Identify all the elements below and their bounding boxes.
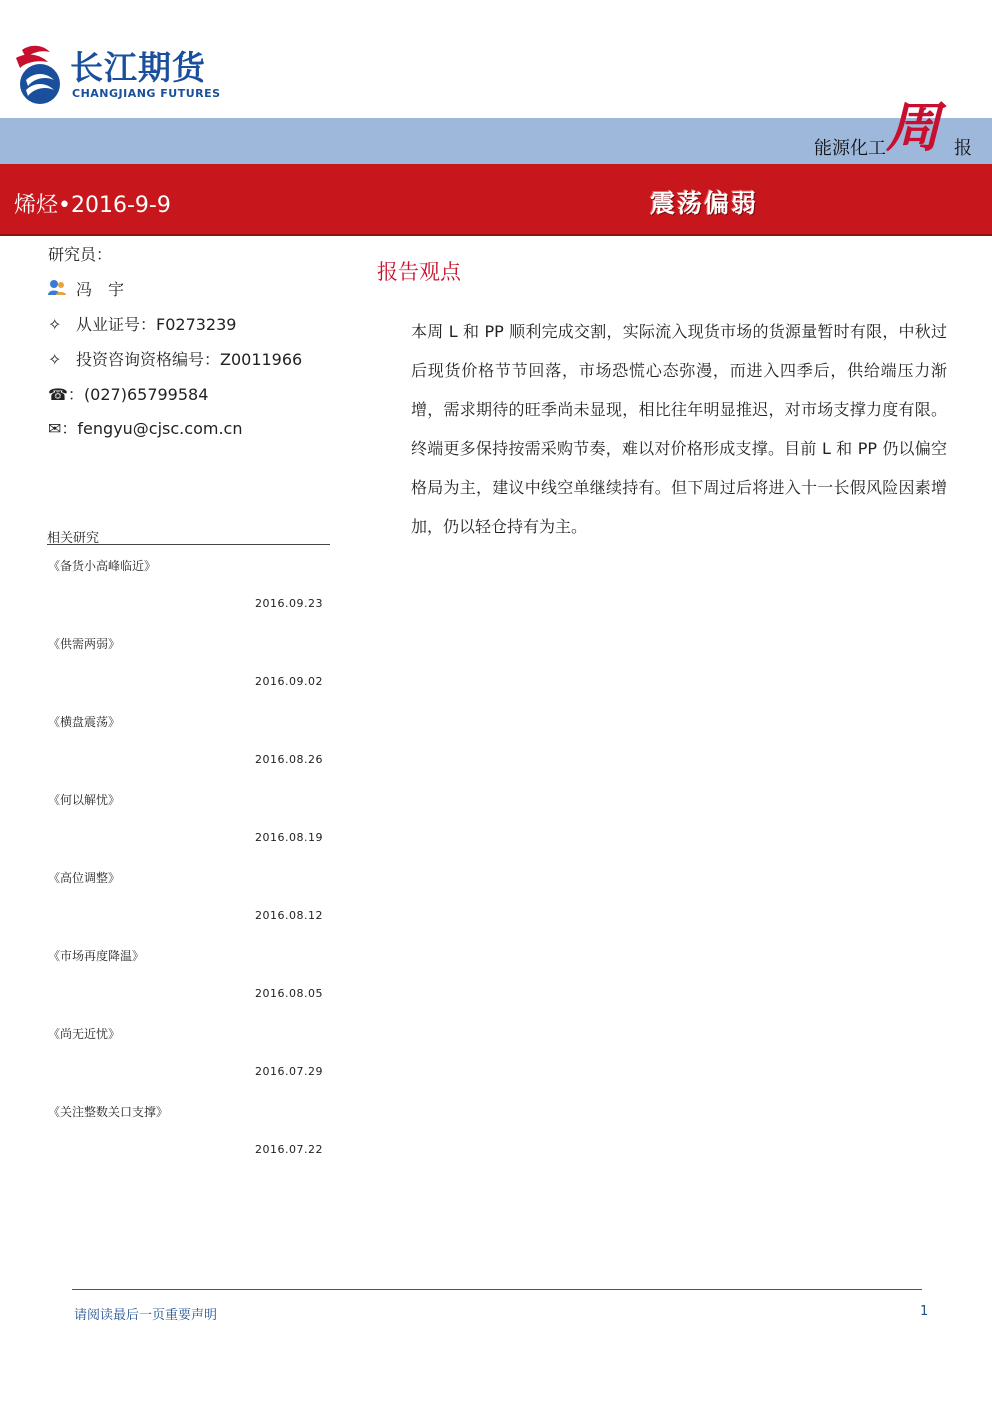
related-research-title: 相关研究 — [47, 531, 100, 546]
invest-cert-row — [48, 347, 302, 370]
cert-number: 从业证号：F0273239 — [76, 315, 237, 334]
diamond-bullet-icon: ✧ — [48, 350, 62, 369]
related-item-title[interactable]: 《备货小高峰临近》 — [48, 559, 157, 573]
email-row — [48, 416, 242, 439]
related-item-date: 2016.07.29 — [255, 1065, 323, 1078]
phone-row — [48, 382, 208, 405]
phone-icon: ☎： — [48, 385, 84, 404]
related-item-date: 2016.08.26 — [255, 753, 323, 766]
related-item-date: 2016.07.22 — [255, 1143, 323, 1156]
report-type-big: 周 — [886, 95, 940, 159]
related-item-date: 2016.08.19 — [255, 831, 323, 844]
related-item-date: 2016.08.05 — [255, 987, 323, 1000]
related-item-date: 2016.09.02 — [255, 675, 323, 688]
related-item-title[interactable]: 《横盘震荡》 — [48, 715, 121, 729]
related-item-title[interactable]: 《市场再度降温》 — [48, 949, 145, 963]
footer-disclaimer-note: 请阅读最后一页重要声明 — [74, 1308, 218, 1323]
cert-row — [48, 312, 236, 335]
section-heading: 报告观点 — [377, 260, 461, 284]
diamond-bullet-icon: ✧ — [48, 315, 62, 334]
related-item-title[interactable]: 《供需两弱》 — [48, 637, 121, 651]
report-type-small: 报 — [954, 138, 972, 159]
related-item-title[interactable]: 《何以解忧》 — [48, 793, 121, 807]
page-number: 1 — [920, 1304, 929, 1319]
related-research-divider — [47, 544, 330, 545]
report-headline: 震荡偏弱 — [650, 189, 759, 218]
logo-name-cn: 长江期货 — [70, 48, 206, 87]
phone-number: (027)65799584 — [83, 385, 209, 404]
related-item-date: 2016.08.12 — [255, 909, 323, 922]
related-item-date: 2016.09.23 — [255, 597, 323, 610]
researcher-name-row — [48, 277, 124, 300]
envelope-icon: ✉： — [48, 419, 78, 438]
related-item-title[interactable]: 《高位调整》 — [48, 871, 121, 885]
logo-emblem-icon — [12, 42, 68, 106]
logo-name-en: CHANGJIANG FUTURES — [72, 87, 221, 100]
email-address: fengyu@cjsc.com.cn — [77, 419, 243, 438]
person-icon — [48, 279, 76, 299]
researcher-name: 冯 宇 — [76, 280, 125, 299]
company-logo — [12, 42, 252, 106]
footer-divider — [72, 1289, 922, 1290]
report-body-text: 本周 L 和 PP 顺利完成交割，实际流入现货市场的货源量暂时有限，中秋过后现货价格节节回落，市场恐慌心态弥漫，而进入四季后，供给端压力渐增，需求期待的旺季尚未显现，相比往年明显推迟，对市场支撑力度有限。终端更多保持按需采购节奏，难以对价格形成支撑。目前 L 和 PP 仍以偏空格局为主，建议中线空单继续持有。但下周过后将进入十一长假风险因素增加，仍以轻仓持有为主。 — [411, 322, 947, 536]
report-title: 烯烃•2016-9-9 — [14, 193, 171, 218]
related-item-title[interactable]: 《尚无近忧》 — [48, 1027, 121, 1041]
report-category: 能源化工 — [814, 138, 886, 159]
researcher-label: 研究员： — [48, 245, 113, 264]
related-item-title[interactable]: 《关注整数关口支撑》 — [48, 1105, 169, 1119]
invest-cert-number: 投资咨询资格编号：Z0011966 — [76, 350, 303, 369]
